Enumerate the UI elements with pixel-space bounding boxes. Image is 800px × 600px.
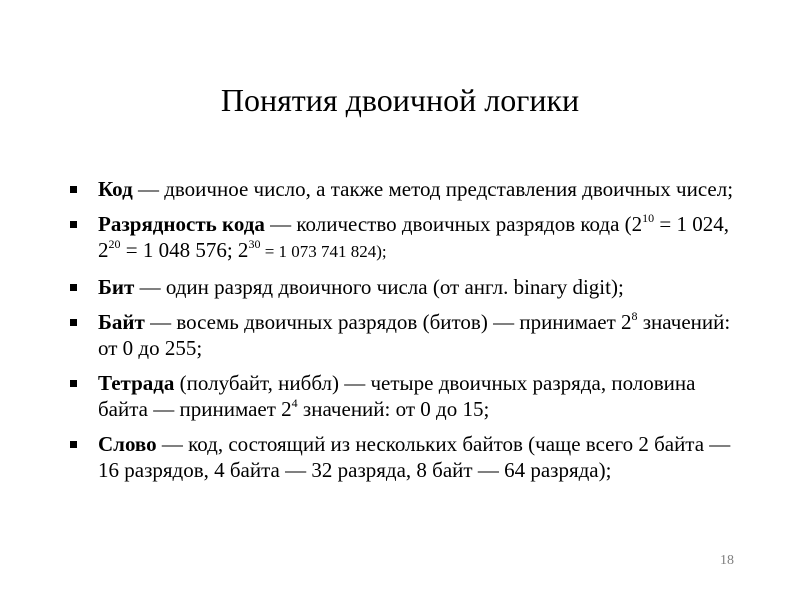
bullet-term: Слово [98,432,157,456]
bullet-tail: значений: от 0 до 255; [98,310,731,360]
bullet-item-nibble [70,370,750,422]
exponent: 10 [642,211,655,225]
bullet-tail: значений: от 0 до 15; [297,397,490,421]
bullet-term: Байт [98,310,145,334]
square-bullet-icon [70,284,77,291]
exponent: 30 [248,237,261,251]
bullet-list [70,176,750,492]
square-bullet-icon [70,380,77,387]
bullet-item-code [70,176,750,202]
bullet-item-code-width [70,211,750,265]
bullet-text: — код, состоящий из нескольких байтов (чаще всего 2 байта — 16 разрядов, 4 байта — 32 разряда, 8 байт — 64 разряда); [98,432,731,482]
exponent: 20 [108,237,121,251]
square-bullet-icon [70,221,77,228]
bullet-text: (полубайт, ниббл) — четыре двоичных разряда, половина байта — принимает 2 [98,371,696,421]
bullet-term: Бит [98,275,135,299]
square-bullet-icon [70,441,77,448]
bullet-text: — один разряд двоичного числа (от англ. binary digit); [134,275,624,299]
slide-title: Понятия двоичной логики [220,82,580,118]
bullet-examples: ($2^{10} = 1$ 024, $2^{20} = 1$ 048 576; $2^{30} = 1$ 073 741 824); [98,211,729,262]
exponent: 8 [631,309,638,323]
bullet-term: Код [98,177,133,201]
bullet-item-bit [70,274,750,300]
page-number: 18 [720,553,734,568]
exponent: 4 [291,396,298,410]
square-bullet-icon [70,186,77,193]
square-bullet-icon [70,319,77,326]
bullet-item-word [70,431,750,483]
bullet-item-byte [70,309,750,361]
bullet-text: — количество двоичных разрядов кода [264,212,620,236]
bullet-term: Тетрада [98,371,175,395]
bullet-term: Разрядность кода [98,212,265,236]
bullet-text: — двоичное число, а также метод представления двоичных чисел; [132,177,734,201]
bullet-text: — восемь двоичных разрядов (битов) — принимает 2 [144,310,632,334]
